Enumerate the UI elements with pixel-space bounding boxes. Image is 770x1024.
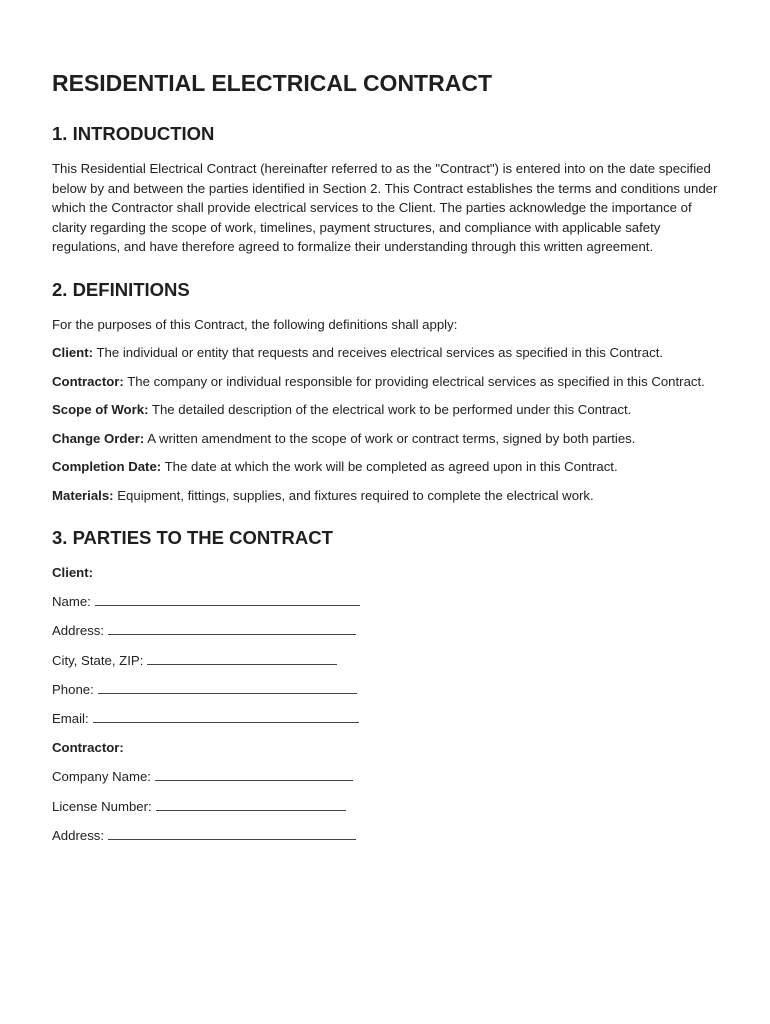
definitions-lead: For the purposes of this Contract, the following definitions shall apply: bbox=[52, 316, 458, 332]
section-heading-parties: 3. PARTIES TO THE CONTRACT bbox=[52, 527, 333, 548]
contractor-label bbox=[52, 738, 722, 758]
client-label bbox=[52, 563, 722, 583]
definition-text: Equipment, fittings, supplies, and fixtures required to complete the electrical work. bbox=[113, 487, 594, 503]
definition-item bbox=[52, 429, 722, 449]
client-phone-field bbox=[52, 680, 722, 700]
definition-text: The date at which the work will be completed as agreed upon in this Contract. bbox=[161, 459, 618, 474]
field-label: Address: bbox=[52, 827, 105, 843]
definition-text: The detailed description of the electrical work to be performed under this Contract. bbox=[148, 402, 632, 417]
contractor-label-text: Contractor: bbox=[52, 740, 124, 756]
contractor-license-number-blank[interactable] bbox=[156, 797, 346, 811]
client-phone-blank[interactable] bbox=[98, 680, 357, 694]
definition-text: A written amendment to the scope of work or contract terms, signed by both parties. bbox=[144, 430, 636, 446]
definition-term: Materials: bbox=[52, 487, 114, 503]
contractor-company-name-field bbox=[52, 767, 722, 787]
field-label: License Number: bbox=[52, 798, 152, 814]
field-label: Company Name: bbox=[52, 769, 151, 785]
definition-term: Contractor: bbox=[52, 373, 124, 389]
contractor-company-name-blank[interactable] bbox=[155, 767, 353, 781]
definition-item bbox=[52, 400, 722, 420]
client-city-state-zip-blank[interactable] bbox=[147, 651, 337, 665]
definition-term: Client: bbox=[52, 345, 94, 360]
definition-text: The individual or entity that requests and receives electrical services as specified in this Contract. bbox=[93, 345, 664, 360]
field-label: Name: bbox=[52, 594, 91, 610]
definition-item bbox=[52, 486, 722, 506]
client-name-field bbox=[52, 592, 722, 612]
section-heading-definitions: 2. DEFINITIONS bbox=[52, 278, 190, 300]
definitions-list bbox=[52, 315, 722, 506]
document-title: RESIDENTIAL ELECTRICAL CONTRACT bbox=[52, 70, 492, 96]
client-name-blank[interactable] bbox=[95, 592, 360, 606]
contractor-address-field bbox=[52, 826, 722, 846]
definition-term: Scope of Work: bbox=[52, 402, 149, 417]
introduction-paragraph: This Residential Electrical Contract (hereinafter referred to as the "Contract") is entered into on the date specified below by and between the parties identified in Section 2. This Contract establishes the terms and conditions under which the Contractor shall provide electrical services to the Client. The parties acknowledge the importance of clarity regarding the scope of work, timelines, payment structures, and compliance with applicable safety regulations, and have therefore agreed to formalize their understanding through this written agreement. bbox=[52, 161, 718, 254]
contract-document bbox=[52, 70, 722, 855]
contractor-address-blank[interactable] bbox=[108, 826, 356, 840]
client-label-text: Client: bbox=[52, 565, 94, 580]
field-label: Email: bbox=[52, 710, 89, 726]
client-email-field bbox=[52, 709, 722, 729]
definition-item bbox=[52, 457, 722, 477]
definition-item bbox=[52, 343, 722, 363]
field-label: City, State, ZIP: bbox=[52, 652, 144, 668]
client-email-blank[interactable] bbox=[93, 709, 359, 723]
client-address-field bbox=[52, 621, 722, 641]
field-label: Phone: bbox=[52, 681, 94, 697]
section-heading-introduction: 1. INTRODUCTION bbox=[52, 123, 215, 144]
client-address-blank[interactable] bbox=[108, 621, 356, 635]
contractor-license-number-field bbox=[52, 797, 722, 817]
definition-term: Change Order: bbox=[52, 430, 145, 446]
field-label: Address: bbox=[52, 623, 105, 639]
definition-text: The company or individual responsible for providing electrical services as specified in this Contract. bbox=[123, 373, 705, 389]
client-city-state-zip-field bbox=[52, 651, 722, 671]
definition-item bbox=[52, 372, 722, 392]
definition-term: Completion Date: bbox=[52, 459, 162, 474]
